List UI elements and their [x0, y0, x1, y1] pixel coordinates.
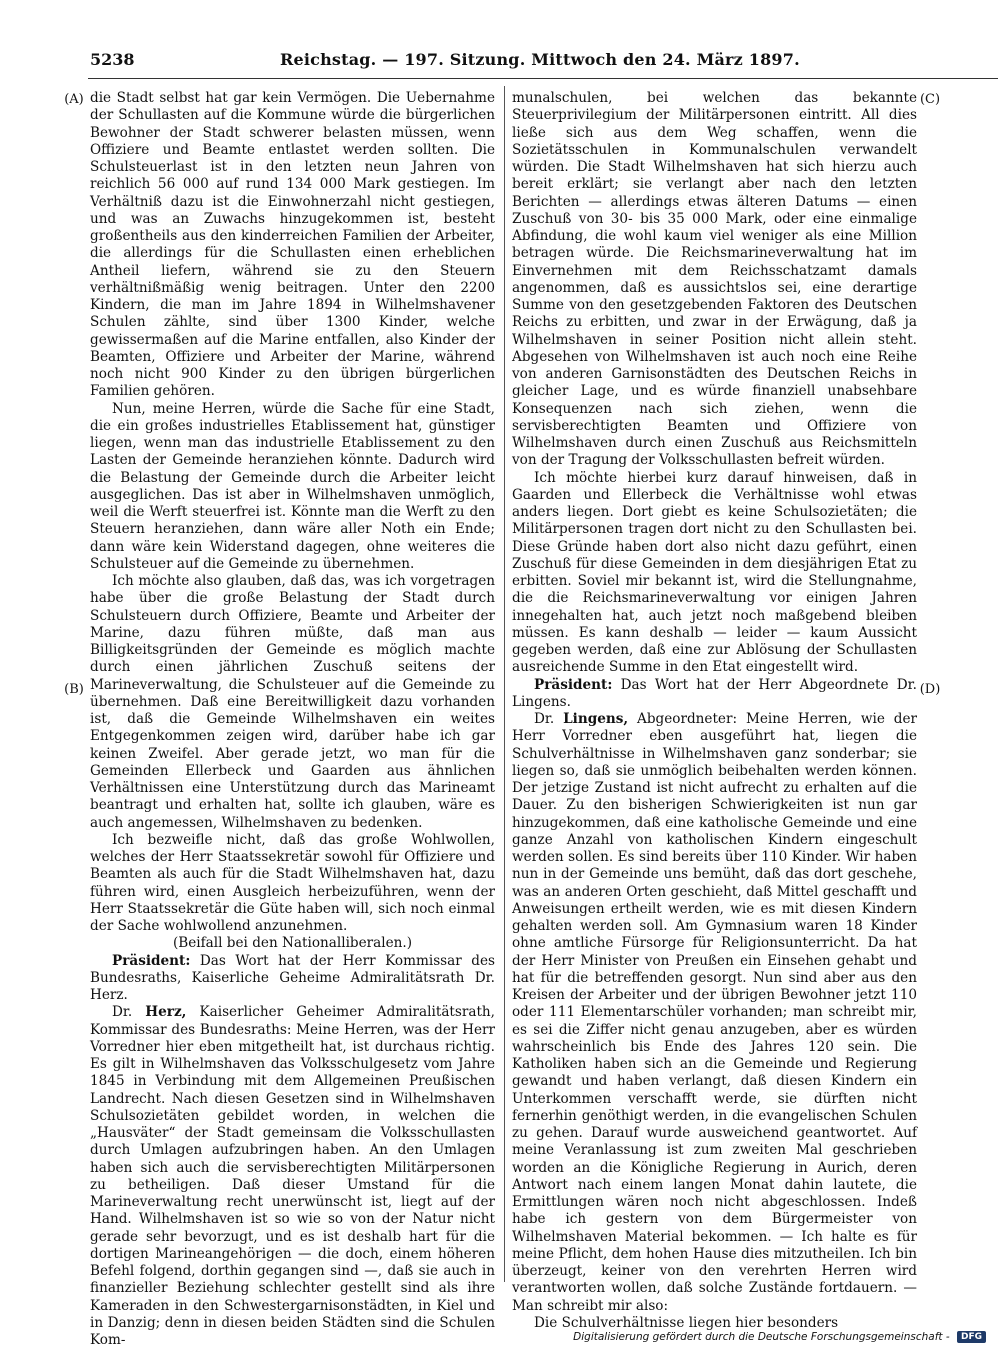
speech-text: Das Wort hat der Herr Kommissar des Bundesraths, Kaiserliche Geheime Admiralitätsrath Dr. Herz.	[90, 952, 495, 1003]
page-number: 5238	[90, 50, 135, 69]
paragraph: Ich möchte hierbei kurz darauf hinweisen, daß in Gaarden und Ellerbeck die Verhältnisse wohl etwas anders liegen. Dort giebt es keine Schulsozietäten; die Militärpersonen tragen dort nicht zu den Schullasten bei. Diese Gründe haben dort also nicht dazu geführt, einen Zuschuß für diese Gemeinden in dem diesjährigen Etat zu erbitten. Soviel mir bekannt ist, wird die Stellungnahme, die die Reichsmarineverwaltung vor einigen Jahren innegehalten hat, auch jetzt noch maßgebend bleiben müssen. Es kann deshalb — leider — kaum Aussicht gegeben werden, daß eine zur Ablösung der Schullasten ausreichende Summe in den Etat eingestellt wird.	[512, 469, 917, 676]
speaker-paragraph	[512, 677, 917, 712]
footer-text: Digitalisierung gefördert durch die Deutsche Forschungsgemeinschaft -	[573, 1331, 950, 1343]
paragraph-continued: die Stadt selbst hat gar kein Vermögen. Die Uebernahme der Schullasten auf die Kommune würde die bürgerlichen Bewohner der Stadt schwerer belasten müssen, wenn Offiziere und Beamte entlastet werden sollten. Die Schulsteuerlast ist in den letzten neun Jahren von reichlich 56 000 auf rund 134 000 Mark gestiegen. Im Verhältniß dazu ist die Einwohnerzahl nicht gestiegen, und was an Zuwachs hinzugekommen ist, besteht großentheils aus den kinderreichen Familien der Arbeiter, die allerdings für die Schullasten einen erheblichen Antheil liefern, während sie zu den Steuern verhältnißmäßig wenig beitragen. Unter den 2200 Kindern, die man im Jahre 1894 in Wilhelmshavener Schulen zählte, sind über 1300 Kinder, welche gewissermaßen auf die Marine entfallen, also Kinder der Beamten, Offiziere und Arbeiter der Marine, während noch nicht 900 Kinder zu den übrigen bürgerlichen Familien gehören.	[90, 90, 495, 400]
paragraph-continued: munalschulen, bei welchen das bekannte Steuerprivilegium der Militärpersonen eintritt. All dies ließe sich aus dem Weg schaffen, wenn die Sozietätsschulen in Kommunalschulen verwandelt würden. Die Stadt Wilhelmshaven hat sich hierzu auch bereit erklärt; sie verlangt aber nach den letzten Berichten — allerdings etwas älteren Datums — einen Zuschuß von 30- bis 35 000 Mark, oder eine einmalige Abfindung, die wohl kaum viel weniger als eine Million betragen würde. Die Reichsmarineverwaltung hat im Einvernehmen mit dem Reichsschatzamt damals angenommen, daß es aussichtslos sei, eine derartige Summe von den gesetzgebenden Faktoren des Deutschen Reichs zu erbitten, und zwar in der Erwägung, daß ja Wilhelmshaven in seiner Position nicht allein steht. Abgesehen von Wilhelmshaven ist auch noch eine Reihe von anderen Garnisonstädten des Deutschen Reichs in gleicher Lage, und es würde finanziell unabsehbare Konsequenzen nach sich ziehen, wenn die servisberechtigten Beamten und Offiziere von Wilhelmshaven durch einen Zuschuß aus Reichsmitteln von der Tragung der Volksschullasten befreit würden.	[512, 90, 917, 469]
speaker-name: Lingens,	[563, 711, 629, 727]
running-head: Reichstag. — 197. Sitzung. Mittwoch den 24. März 1897.	[280, 50, 800, 69]
paragraph: Ich möchte also glauben, daß das, was ich vorgetragen habe über die große Belastung der Stadt durch Schulsteuern durch Offiziere, Beamte und Arbeiter der Marine, dazu führen müßte, daß man aus Billigkeitsgründen der Gemeinde es möglich machte durch einen jährlichen Zuschuß seitens der Marineverwaltung, die Schulsteuer auf die Gemeinde zu übernehmen. Daß eine Bereitwilligkeit dazu vorhanden ist, daß die Gemeinde Wilhelmshaven ein weites Entgegenkommen zeigen wird, darüber habe ich gar keinen Zweifel. Aber gerade jetzt, wo man für die Gemeinden Ellerbeck und Gaarden aus ähnlichen Verhältnissen eine Unterstützung durch das Marineamt beantragt und erhalten hat, sollte ich glauben, wäre es auch angemessen, Wilhelmshaven zu bedenken.	[90, 573, 495, 831]
right-column	[512, 90, 917, 1332]
speaker-name: Präsident:	[112, 952, 191, 969]
paragraph: Die Schulverhältnisse liegen hier besonders	[534, 1314, 839, 1331]
speaker-paragraph	[90, 1004, 495, 1349]
footer-credit	[573, 1331, 986, 1343]
speaker-title: Dr.	[112, 1004, 146, 1021]
paragraph: Nun, meine Herren, würde die Sache für eine Stadt, die ein großes industrielles Etablissement hat, günstiger liegen, wenn man das industrielle Etablissement zu den Lasten der Gemeinde heranziehen könnte. Dadurch wird die Belastung der Gemeinde durch die Arbeiter leicht ausgeglichen. Das ist aber in Wilhelmshaven unmöglich, weil die Werft steuerfrei ist. Könnte man die Werft zu den Steuern heranziehen, dann wäre aller Noth ein Ende; dann wäre kein Widerstand dagegen, ohne weiteres die Schulsteuer auf die Gemeinde zu übernehmen.	[90, 400, 495, 572]
column-divider	[504, 86, 505, 1282]
speaker-name: Präsident:	[534, 676, 613, 693]
page-header	[90, 50, 800, 74]
speaker-paragraph	[90, 953, 495, 1005]
speech-text: Das Wort hat der Herr Abgeordnete Dr. Lingens.	[512, 676, 917, 710]
header-rule	[88, 78, 998, 79]
dfg-logo: DFG	[957, 1331, 986, 1343]
section-marker-d: (D)	[919, 682, 941, 697]
section-marker-a: (A)	[64, 92, 84, 107]
speech-text: Abgeordneter: Meine Herren, wie der Herr Vorredner eben ausgeführt hat, liegen die Schulverhältnisse in Wilhelmshaven ganz sonderbar; sie liegen so, daß sie unmöglich beibehalten werden können. Der jetzige Zustand ist nicht aufrecht zu erhalten auf die Dauer. Zu den bisherigen Schwierigkeiten ist nun gar hinzugekommen, daß eine katholische Gemeinde und eine ganze Anzahl von katholischen Kindern eingeschult werden sollen. Es sind bereits über 110 Kinder. Wir haben nun in der Gemeinde uns bemüht, daß das dort geschehe, was an anderen Orten geschieht, daß Mittel geschafft und Anweisungen ertheilt werden, wie es mit diesen Kindern gehalten werden soll. Am Gymnasium waren 18 Kinder ohne amtliche Fürsorge für Religionsunterricht. Da hat der Herr Minister von Preußen ein Einsehen gehabt und hat für die betreffenden gesorgt. Nun sind aber aus den Kreisen der Arbeiter und der übrigen Bewohner jetzt 110 oder 111 Elementarschüler vorhanden; man schreibt mir, es sei die Ziffer nicht genau anzugeben, aber es würden wahrscheinlich bis Ende des Jahres 120 sein. Die Katholiken haben sich an die Gemeinde und Regierung gewandt und haben verlangt, daß diesen Kindern ein Unterkommen verschafft werde, sie dürften nicht fernerhin genöthigt werden, in die evangelischen Schulen zu gehen. Darauf wurde ausweichend geantwortet. Auf meine Veranlassung ist zum zweiten Mal geschrieben worden an die Königliche Regierung in Aurich, deren Antwort nach einem langen Monat dahin lautete, die Ermittlungen wären noch nicht abgeschlossen. Indeß habe ich gestern von dem Bürgermeister von Wilhelmshaven Material bekommen. — Ich halte es für meine Pflicht, dem hohen Hause dies mitzutheilen. Ich bin überzeugt, keiner von den verehrten Herren wird verantworten wollen, daß solche Zustände fortdauern. — Man schreibt mir also:	[512, 711, 917, 1314]
speech-text: Kaiserlicher Geheimer Admiralitätsrath, Kommissar des Bundesraths: Meine Herren, was der Herr Vorredner hier eben mitgetheilt hat, ist durchaus richtig. Es gilt in Wilhelmshaven das Volksschulgesetz vom Jahre 1845 in Verbindung mit dem Allgemeinen Preußischen Landrecht. Nach diesen Gesetzen sind in Wilhelmshaven Schulsozietäten gebildet worden, in welchen die „Hausväter“ der Stadt gemeinsam die Volksschullasten durch Umlagen aufzubringen haben. An den Umlagen haben sich auch die servisberechtigten Militärpersonen zu betheiligen. Daß dieser Umstand für die Marineverwaltung recht unerwünscht ist, liegt auf der Hand. Wilhelmshaven ist so wie so von der Natur nicht gerade sehr bevorzugt, und es ist deshalb hart für die dortigen Marineangehörigen — die doch, einem höheren Befehl folgend, dorthin gegangen sind —, daß sie auch in finanzieller Beziehung schlechter gestellt sind als ihre Kameraden in den Schwestergarnisonstädten, in Kiel und in Danzig; denn in diesen beiden Städten sind die Schulen Kom-	[90, 1004, 496, 1348]
stage-direction: (Beifall bei den Nationalliberalen.)	[172, 935, 413, 952]
paragraph: Ich bezweifle nicht, daß das große Wohlwollen, welches der Herr Staatssekretär sowohl für Offiziere und Beamten als auch für die Stadt Wilhelmshaven hat, dazu führen wird, einen Ausgleich herbeizuführen, wenn der Herr Staatssekretär die Güte haben will, sich noch einmal der Sache wohlwollend anzunehmen.	[90, 831, 495, 934]
speaker-title: Dr.	[534, 711, 564, 727]
speaker-name: Herz,	[145, 1004, 187, 1021]
left-column	[90, 90, 495, 1349]
section-marker-b: (B)	[64, 682, 84, 697]
speaker-paragraph	[512, 711, 917, 1315]
section-marker-c: (C)	[919, 92, 941, 107]
